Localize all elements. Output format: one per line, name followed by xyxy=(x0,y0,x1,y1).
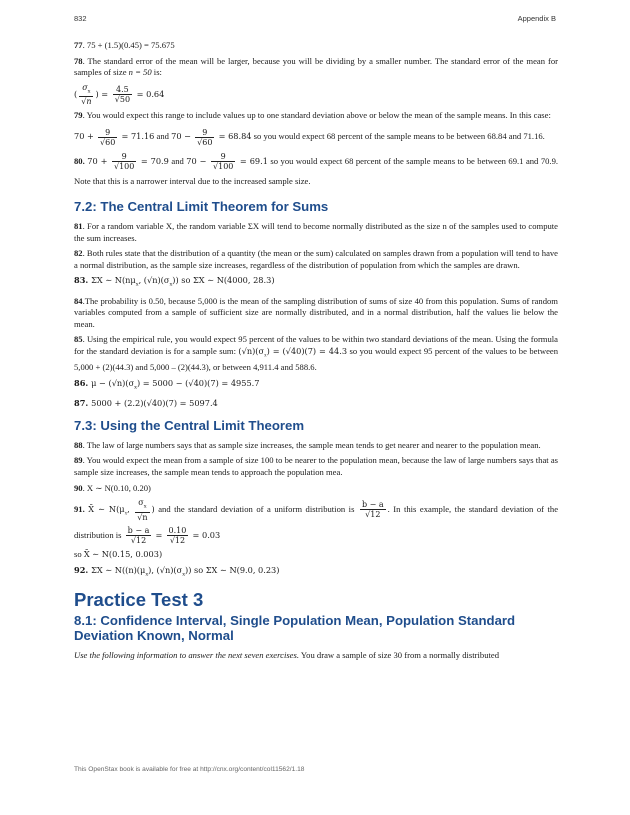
answer-79: 79. You would expect this range to include values up to one standard deviation above or below the mean of the sample means. In this case: xyxy=(74,110,551,121)
answer-78: 78. The standard error of the mean will be larger, because you will be dividing by a smaller number. The standard error of the mean for samples of size n = 50 is: xyxy=(74,55,558,78)
answer-91: 91. X̄ ∼ $N(\mu_x$, $\frac{\sigma_x}{√n}$ ) and the standard deviation of a uniform distribution is $\frac{b - a}{√12}$ . In this example, the standard deviation of the distribution is $\frac{b - a}{√12}$ = $\frac{0.10}{√12}$ = 0.03 xyxy=(74,498,559,546)
section-heading-8-1: 8.1: Confidence Interval, Single Population Mean, Population Standard Deviation Known, Normal xyxy=(74,612,516,644)
appendix-label: Appendix B xyxy=(517,14,556,23)
section-heading-7-2: 7.2: The Central Limit Theorem for Sums xyxy=(74,199,329,215)
answer-80: 80. 70 + $\frac{9}{√100}$ = 70.9 and 70 − $\frac{9}{√100}$ = 69.1 so you would expect 68 percent of the sample means to be between 69.1 and 70.9. Note that this is a narrower interval due to the increased sample size. xyxy=(74,152,559,187)
section-heading-7-3: 7.3: Using the Central Limit Theorem xyxy=(74,417,305,433)
answer-92: 92. ΣX ∼ $N((n)(\mu_x)$, $(√n)(\sigma_x)$) so ΣX ∼ N(9.0, 0.23) xyxy=(74,564,280,578)
equation-79: 70 + $\frac{9}{√60}$ = 71.16 and 70 − $\frac{9}{√60}$ = 68.84 so you would expect 68 percent of the sample means to be between 68.84 and 71.16. xyxy=(74,127,545,147)
answer-82: 82. Both rules state that the distribution of a quantity (the mean or the sum) calculated on samples drawn from a population will tend to have a normal distribution, as the sample size increases, regardless of the distribution of population from which the samples are drawn. xyxy=(74,248,558,270)
answer-88: 88. The law of large numbers says that as sample size increases, the sample mean tends to get nearer and nearer to the population mean. xyxy=(74,439,541,450)
answer-84: 84.The probability is 0.50, because 5,000 is the mean of the sampling distribution of sums of size 40 from this population. Sums of random variables computed from a sample of sufficient size are normally distributed, and in a normal distribution, half the values lie below the mean. xyxy=(74,295,558,329)
page-footer: This OpenStax book is available for free at http://cnx.org/content/col11562/1.18 xyxy=(74,766,305,773)
answer-77: 77. 75 + (1.5)(0.45) = 75.675 xyxy=(74,40,175,50)
running-header xyxy=(74,14,556,23)
answer-90: 90. X ∼ N(0.10, 0.20) xyxy=(74,482,151,493)
practice-test-title: Practice Test 3 xyxy=(74,588,204,610)
page-number: 832 xyxy=(74,14,87,23)
answer-81: 81. For a random variable X, the random variable ΣX will tend to become normally distributed as the size n of the samples used to compute the sum increases. xyxy=(74,221,558,243)
answer-86: 86. $\mu - (√n)(\sigma_x) = 5000 - (√40)(7) = 4955.7$ xyxy=(74,377,260,391)
answer-85: 85. Using the empirical rule, you would expect 95 percent of the values to be within two standard deviations of the mean. Using the formula for the standard deviation is for a sample sum: $(√n)(\sigma_x) = (√40)(7) = 44.3$ so you would expect 95 percent of the values to be between 5,000 + (2)(44.3) and 5,000 – (2)(44.3), or between 4,911.4 and 588.6. xyxy=(74,334,558,373)
answer-91-conclusion: so X̄ ∼ N(0.15, 0.003) xyxy=(74,549,163,560)
equation-78: ( $\frac{\sigma_x}{√n}$ ) = $\frac{4.5}{√50}$ = 0.64 xyxy=(74,82,165,107)
exercise-intro: Use the following information to answer the next seven exercises. You draw a sample of size 30 from a normally distributed xyxy=(74,649,500,660)
answer-89: 89. You would expect the mean from a sample of size 100 to be nearer to the population mean, because the law of large numbers says that as sample size increases, the sample mean tends to approach the population mea. xyxy=(74,455,558,477)
answer-87: 87. 5000 + (2.2)(√40)(7) = 5097.4 xyxy=(74,398,218,409)
page-content xyxy=(74,40,558,666)
answer-83: 83. ΣX ∼ $N(n\mu_x$, $(√n)(\sigma_x)$) so ΣX ∼ N(4000, 28.3) xyxy=(74,275,275,289)
